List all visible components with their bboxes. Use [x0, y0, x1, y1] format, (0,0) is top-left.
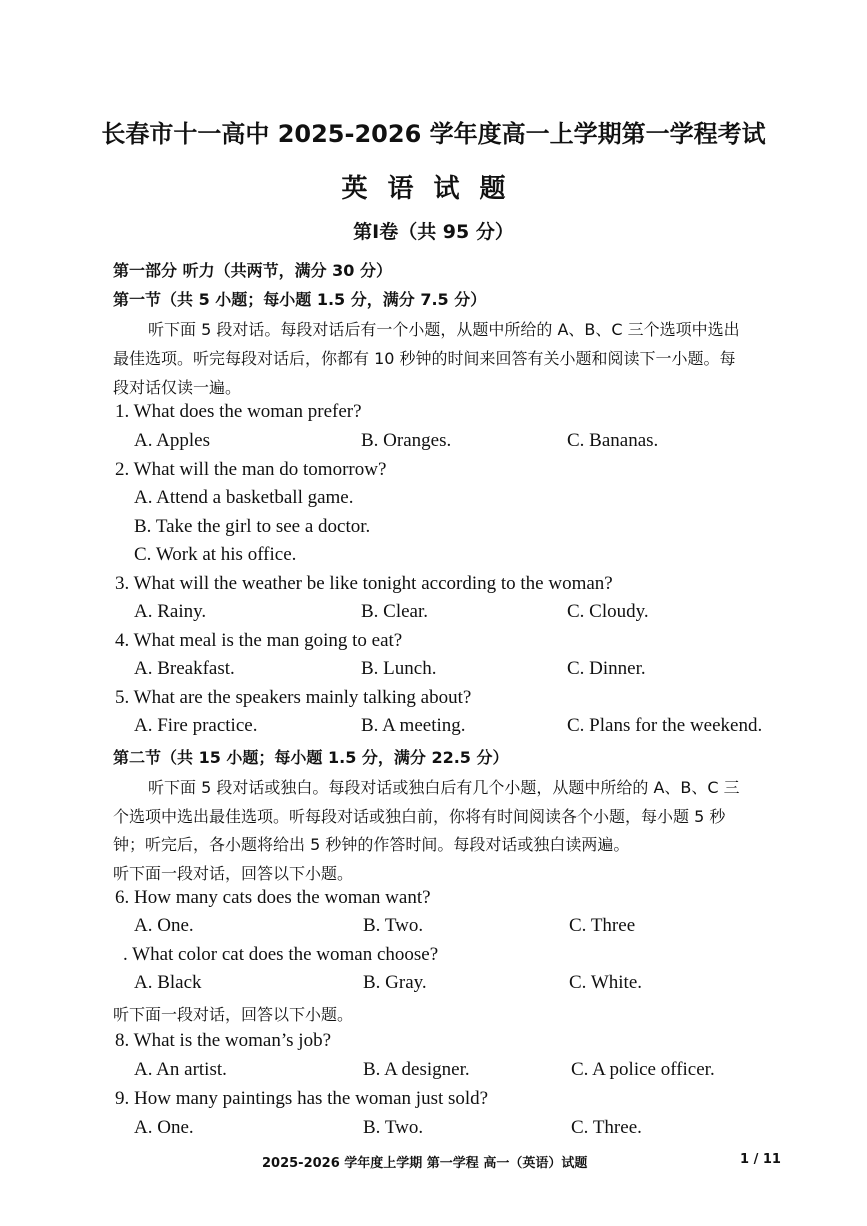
section1-instruction-line: 段对话仅读一遍。 — [113, 378, 242, 397]
option-b: B. Lunch. — [361, 658, 437, 679]
page-number: 1 / 11 — [740, 1152, 781, 1167]
question-text: . What color cat does the woman choose? — [123, 944, 439, 965]
option-a: A. One. — [134, 1117, 194, 1138]
question-text: 6. How many cats does the woman want? — [115, 887, 431, 908]
option-a: A. Black — [134, 972, 202, 993]
option-b: B. Gray. — [363, 972, 427, 993]
option-a: A. Attend a basketball game. — [134, 487, 354, 508]
option-a: A. An artist. — [134, 1059, 227, 1080]
option-b: B. A meeting. — [361, 715, 466, 736]
question-text: 1. What does the woman prefer? — [115, 401, 362, 422]
option-c: C. Cloudy. — [567, 601, 649, 622]
section2-instruction-line: 钟；听完后，各小题将给出 5 秒钟的作答时间。每段对话或独白读两遍。 — [113, 835, 630, 854]
dialogue-lead-in: 听下面一段对话，回答以下小题。 — [113, 864, 354, 883]
question-text: 5. What are the speakers mainly talking about? — [115, 687, 472, 708]
page-footer: 2025-2026 学年度上学期 第一学程 高一（英语）试题 — [262, 1156, 588, 1171]
option-a: A. Apples — [134, 430, 210, 451]
option-b: B. Oranges. — [361, 430, 452, 451]
option-b: B. A designer. — [363, 1059, 470, 1080]
dialogue-lead-in: 听下面一段对话，回答以下小题。 — [113, 1005, 354, 1024]
option-c: C. A police officer. — [571, 1059, 715, 1080]
exam-title: 长春市十一高中 2025-2026 学年度高一上学期第一学程考试 — [101, 120, 766, 148]
option-c: C. Three — [569, 915, 636, 936]
option-b: B. Clear. — [361, 601, 429, 622]
option-c: C. Dinner. — [567, 658, 646, 679]
option-a: A. Fire practice. — [134, 715, 258, 736]
section2-heading: 第二节（共 15 小题；每小题 1.5 分，满分 22.5 分） — [113, 748, 509, 767]
option-c: C. White. — [569, 972, 643, 993]
volume-title: 第Ⅰ卷（共 95 分） — [353, 221, 514, 243]
part1-heading: 第一部分 听力（共两节，满分 30 分） — [113, 261, 392, 280]
question-text: 9. How many paintings has the woman just sold? — [115, 1088, 489, 1109]
question-text: 4. What meal is the man going to eat? — [115, 630, 403, 651]
option-a: A. One. — [134, 915, 194, 936]
section2-instruction-line: 听下面 5 段对话或独白。每段对话或独白后有几个小题，从题中所给的 A、B、C 三 — [148, 778, 740, 797]
option-c: C. Plans for the weekend. — [567, 715, 763, 736]
section1-heading: 第一节（共 5 小题；每小题 1.5 分，满分 7.5 分） — [113, 290, 487, 309]
option-c: C. Three. — [571, 1117, 642, 1138]
option-a: A. Rainy. — [134, 601, 207, 622]
option-c: C. Work at his office. — [134, 544, 297, 565]
section2-instruction-line: 个选项中选出最佳选项。听每段对话或独白前，你将有时间阅读各个小题，每小题 5 秒 — [113, 807, 726, 826]
option-b: B. Two. — [363, 1117, 424, 1138]
option-a: A. Breakfast. — [134, 658, 235, 679]
option-b: B. Take the girl to see a doctor. — [134, 516, 371, 537]
question-text: 3. What will the weather be like tonight according to the woman? — [115, 573, 613, 594]
section1-instruction-line: 听下面 5 段对话。每段对话后有一个小题，从题中所给的 A、B、C 三个选项中选出 — [148, 320, 740, 339]
question-text: 8. What is the woman’s job? — [115, 1030, 332, 1051]
option-c: C. Bananas. — [567, 430, 659, 451]
option-b: B. Two. — [363, 915, 424, 936]
section1-instruction-line: 最佳选项。听完每段对话后，你都有 10 秒钟的时间来回答有关小题和阅读下一小题。每 — [113, 349, 736, 368]
subject-title: 英语试题 — [341, 174, 526, 204]
question-text: 2. What will the man do tomorrow? — [115, 459, 387, 480]
